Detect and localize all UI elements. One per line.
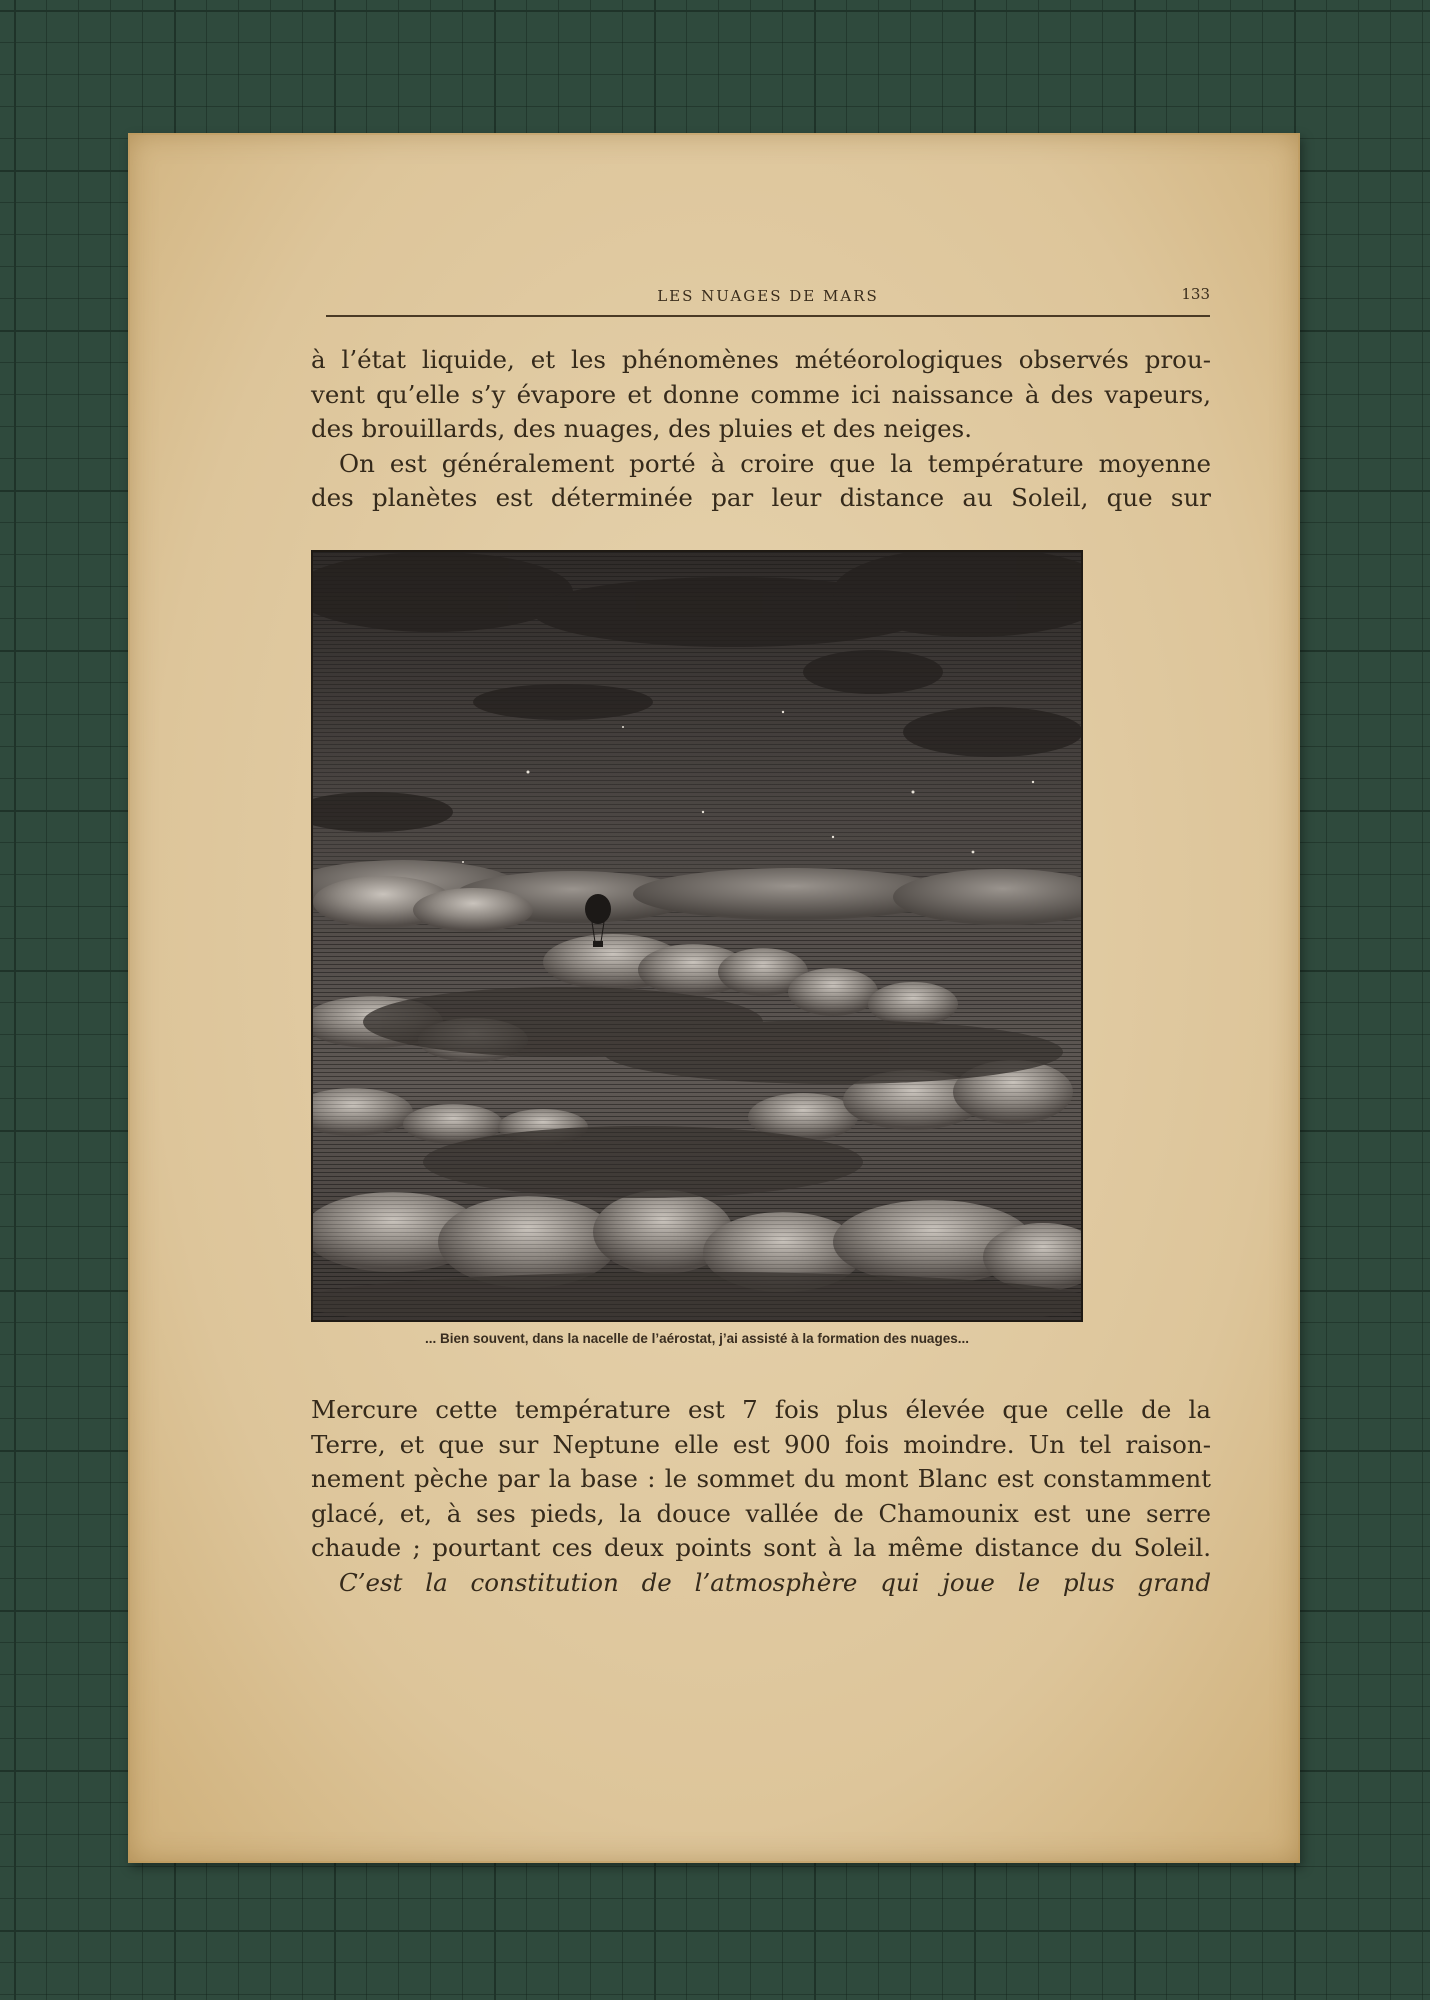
page-number: 133 [1181,285,1210,303]
text-line: à l’état liquide, et les phénomènes météorologiques observés prou- [311,345,1211,374]
cloudscape-engraving [313,552,1081,1320]
text-line: chaude ; pourtant ces deux points sont à la même distance du Soleil. [311,1533,1211,1562]
book-page [128,133,1300,1863]
text-line: vent qu’elle s’y évapore et donne comme ici naissance à des vapeurs, [311,379,1211,409]
text-line: des planètes est déterminée par leur distance au Soleil, que sur [311,483,1211,512]
engraving-illustration [311,550,1083,1322]
body-text-bottom [311,1393,1211,1600]
running-title: LES NUAGES DE MARS [657,287,879,305]
text-line: On est généralement porté à croire que la température moyenne [339,448,1211,478]
text-line: Terre, et que sur Neptune elle est 900 fois moindre. Un tel raison- [311,1429,1211,1459]
text-line: Mercure cette température est 7 fois plus élevée que celle de la [311,1395,1211,1424]
text-line: C’est la constitution de l’atmosphère qui joue le plus grand [339,1567,1211,1597]
running-head [326,285,1210,317]
text-line: nement pèche par la base : le sommet du mont Blanc est constamment [311,1464,1211,1493]
figure-caption: ... Bien souvent, dans la nacelle de l’aérostat, j’ai assisté à la formation des nuages... [425,1331,969,1346]
text-line: glacé, et, à ses pieds, la douce vallée de Chamounix est une serre [311,1498,1211,1528]
body-text-top [311,343,1211,516]
text-line: des brouillards, des nuages, des pluies et des neiges. [311,414,973,443]
